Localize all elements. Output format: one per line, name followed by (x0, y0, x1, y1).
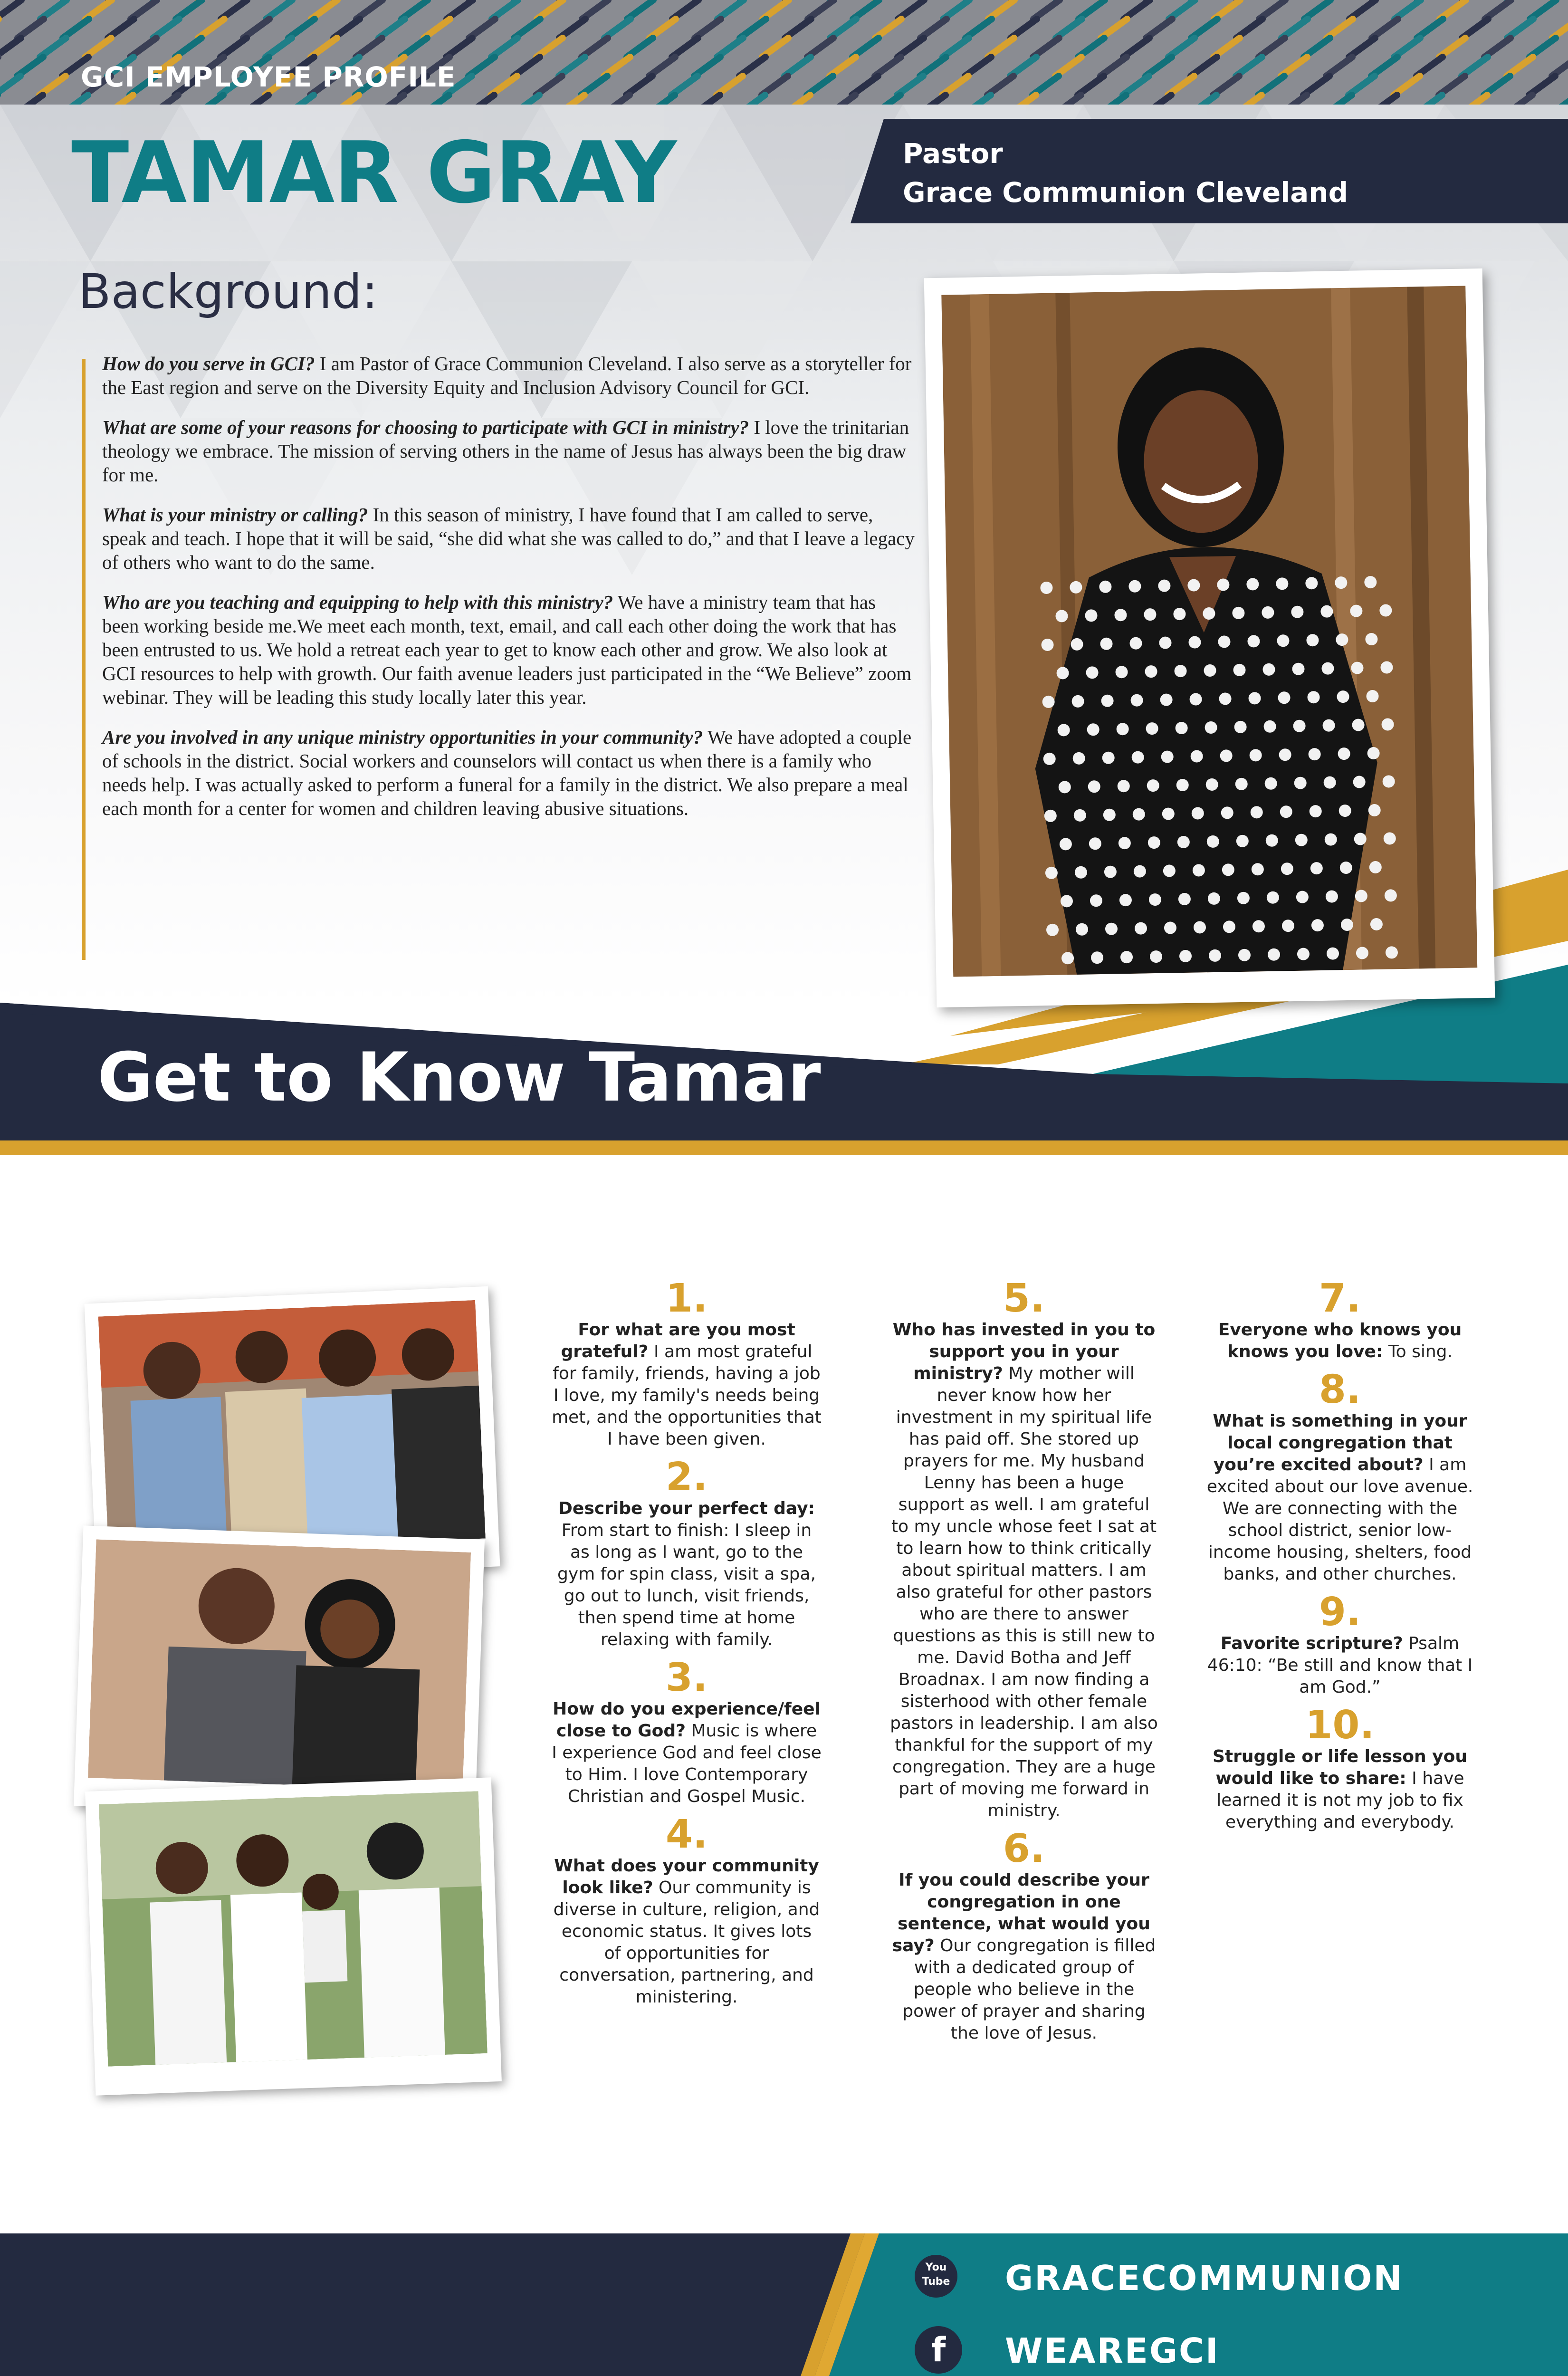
photo-women-and-child (99, 1791, 488, 2067)
item-number: 4. (665, 1812, 708, 1857)
role-block (903, 134, 1348, 212)
item-question: For what are you most grateful? (561, 1320, 795, 1361)
portrait-photo-frame (924, 268, 1495, 1007)
photo-couple (88, 1539, 471, 1791)
item-number: 1. (665, 1276, 708, 1321)
item-question: If you could describe your congregation in one sentence, what would you say? (892, 1870, 1150, 1955)
item-number: 5. (1003, 1276, 1045, 1321)
item-question: How do you experience/feel close to God? (553, 1699, 821, 1741)
qa-item (102, 590, 917, 709)
qa-item (102, 725, 917, 820)
item-answer: Psalm 46:10: “Be still and know that I am God.” (1207, 1634, 1473, 1697)
qa-column-3 (1202, 1274, 1478, 1840)
gtk-item-6 (889, 1826, 1159, 2044)
item-answer: Music is where I experience God and feel close to Him. I love Contemporary Christian and Gospel Music. (552, 1721, 822, 1806)
gtk-item-2 (551, 1457, 822, 1651)
item-number: 3. (665, 1655, 708, 1700)
item-answer: I am most grateful for family, friends, having a job I love, my family's needs being met, and the opportunities that I have been given. (552, 1342, 822, 1449)
background-heading: Background: (78, 264, 378, 319)
qa-column-2 (889, 1274, 1159, 2051)
qa-column-1 (551, 1274, 822, 2015)
get-to-know-title: Get to Know Tamar (97, 1038, 821, 1117)
facebook-icon[interactable] (915, 2326, 962, 2374)
qa-question: What are some of your reasons for choosing to participate with GCI in ministry? (102, 416, 749, 438)
item-answer: Our congregation is filled with a dedicated group of people who believe in the power of prayer and sharing the love of Jesus. (902, 1936, 1156, 2043)
item-question: Favorite scripture? (1220, 1634, 1403, 1653)
qa-answer: We have adopted a couple of schools in the district. Social workers and counselors will contact us when there is a family who needs help. I was actually asked to perform a funeral for a family in the district. We also prepare a meal each month for a center for women and children leaving abusive situations. (102, 726, 912, 819)
facebook-handle[interactable]: WEAREGCI (1005, 2331, 1220, 2371)
qa-answer: In this season of ministry, I have found that I am called to serve, speak and teach. I hope that it will be said, “she did what she was called to do,” and that I leave a legacy of others who want to do the same. (102, 504, 915, 573)
item-question: What does your community look like? (554, 1856, 819, 1897)
qa-answer: I love the trinitarian theology we embrace. The mission of serving others in the name of Jesus has always been the big draw for me. (102, 416, 909, 486)
item-answer: My mother will never know how her investment in my spiritual life has paid off. She stored up prayers for me. My husband Lenny has been a huge support as well. I am grateful to my uncle whose feet I sat at to learn how to think critically about spiritual matters. I am also grateful for other pastors who are there to answer questions as this is still new to me. David Botha and Jeff Broadnax. I am now finding a sisterhood with other female pastors in leadership. I am also thankful for the support of my congregation. They are a huge part of moving me forward in ministry. (890, 1364, 1158, 1820)
item-question: What is something in your local congregation that you’re excited about? (1213, 1411, 1467, 1475)
item-answer: I have learned it is not my job to fix everything and everybody. (1216, 1769, 1464, 1832)
facebook-icon-glyph: f (931, 2330, 946, 2369)
gtk-item-5 (889, 1278, 1159, 1822)
youtube-icon-glyph: You Tube (922, 2261, 950, 2288)
qa-item (102, 503, 917, 574)
qa-question: Who are you teaching and equipping to help with this ministry? (102, 591, 613, 613)
gtk-item-8 (1202, 1367, 1478, 1585)
item-answer: I am excited about our love avenue. We are connecting with the school district, senior low-income housing, shelters, food banks, and other churches. (1206, 1455, 1473, 1584)
gtk-item-7 (1202, 1278, 1478, 1363)
qa-item (102, 415, 917, 487)
item-number: 8. (1319, 1367, 1361, 1412)
qa-question: How do you serve in GCI? (102, 353, 315, 374)
family-photo-2 (74, 1525, 485, 1820)
gtk-item-4 (551, 1814, 822, 2008)
family-photo-3 (85, 1777, 502, 2095)
gtk-item-3 (551, 1657, 822, 1808)
portrait-photo (941, 286, 1477, 977)
youtube-handle[interactable]: GRACECOMMUNION (1005, 2258, 1404, 2298)
qa-answer: We have a ministry team that has been working beside me.We meet each month, text, email, and call each other doing the work that has been entrusted to us. We hold a retreat each year to get to know each other and grow. We also look at GCI resources to help with growth. Our faith avenue leaders just participated in the “We Believe” zoom webinar. They will be leading this study locally later this year. (102, 591, 912, 708)
photo-four-men (98, 1300, 486, 1555)
item-answer: From start to finish: I sleep in as long as I want, go to the gym for spin class, visit a spa, go out to lunch, visit friends, then spend time at home relaxing with family. (557, 1521, 816, 1649)
item-question: Everyone who knows you knows you love: (1218, 1320, 1462, 1361)
gtk-item-10 (1202, 1705, 1478, 1833)
item-answer: To sing. (1383, 1342, 1453, 1361)
gtk-item-1 (551, 1278, 822, 1450)
portrait-illustration (941, 286, 1477, 977)
role-organization: Grace Communion Cleveland (903, 176, 1348, 209)
employee-name: TAMAR GRAY (71, 124, 676, 222)
role-title: Pastor (903, 137, 1003, 170)
youtube-icon[interactable] (915, 2255, 957, 2298)
profile-kicker: GCI EMPLOYEE PROFILE (81, 61, 456, 93)
item-question: Struggle or life lesson you would like to share: (1213, 1747, 1467, 1788)
item-number: 9. (1319, 1590, 1361, 1635)
item-answer: Our community is diverse in culture, religion, and economic status. It gives lots of opportunities for conversation, partnering, and ministering. (553, 1878, 820, 2007)
qa-question: What is your ministry or calling? (102, 504, 368, 526)
item-question: Who has invested in you to support you in your ministry? (892, 1320, 1156, 1383)
qa-question: Are you involved in any unique ministry opportunities in your community? (102, 726, 703, 748)
item-question: Describe your perfect day: (558, 1499, 815, 1518)
background-qa-list (102, 352, 917, 836)
item-number: 7. (1319, 1276, 1361, 1321)
qa-item (102, 352, 917, 399)
footer-band (0, 2233, 1568, 2376)
qa-answer: I am Pastor of Grace Communion Cleveland. I also serve as a storyteller for the East region and serve on the Diversity Equity and Inclusion Advisory Council for GCI. (102, 353, 912, 398)
item-number: 2. (665, 1455, 708, 1500)
item-number: 10. (1305, 1703, 1375, 1748)
item-number: 6. (1003, 1826, 1045, 1871)
gtk-item-9 (1202, 1592, 1478, 1698)
